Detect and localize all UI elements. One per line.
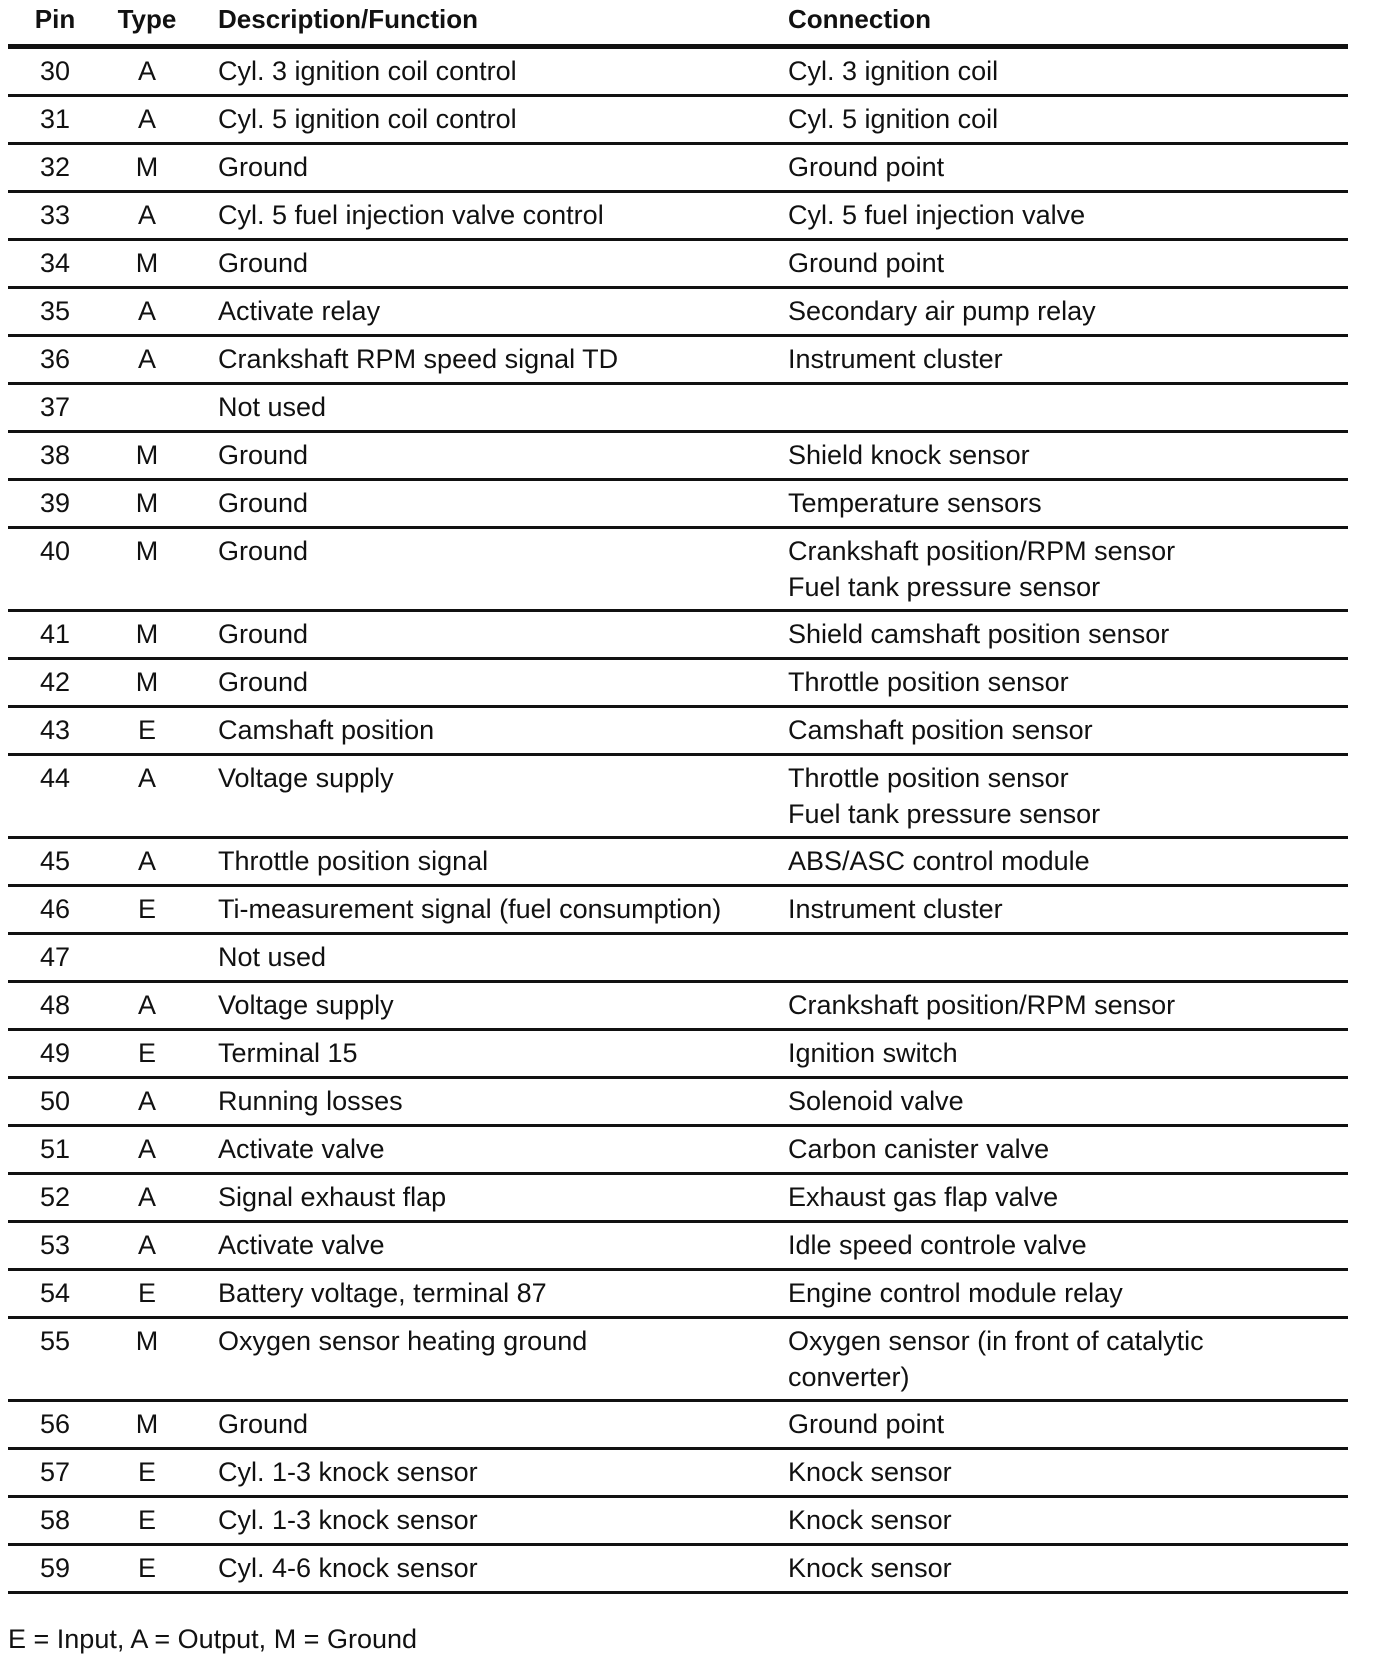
table-row — [8, 1271, 1348, 1319]
connection-cell — [788, 437, 1348, 473]
connection-cell — [788, 712, 1348, 748]
pin-cell: 47 — [39, 942, 71, 972]
description-cell: Throttle position signal — [218, 846, 489, 876]
pin-cell: 45 — [39, 846, 71, 876]
pin-cell: 49 — [39, 1038, 71, 1068]
description-cell: Ground — [218, 1409, 309, 1439]
header-connection: Connection — [788, 4, 931, 34]
pin-cell: 31 — [39, 104, 71, 134]
type-cell: A — [137, 200, 156, 230]
description-cell: Activate relay — [218, 296, 381, 326]
pin-cell: 56 — [39, 1409, 71, 1439]
type-cell: E — [137, 1457, 156, 1487]
connection-line: Crankshaft position/RPM sensor — [788, 536, 1176, 566]
table-row — [8, 1175, 1348, 1223]
pin-cell: 43 — [39, 715, 71, 745]
connection-line: Ground point — [788, 152, 945, 182]
description-cell: Not used — [218, 942, 327, 972]
table-row — [8, 433, 1348, 481]
type-cell: E — [137, 715, 156, 745]
type-cell: A — [137, 344, 156, 374]
connection-cell — [788, 1502, 1348, 1538]
description-cell: Crankshaft RPM speed signal TD — [218, 344, 619, 374]
description-cell: Cyl. 3 ignition coil control — [218, 56, 517, 86]
connection-cell — [788, 616, 1348, 652]
connection-line: Cyl. 3 ignition coil — [788, 56, 999, 86]
connection-line: Cyl. 5 fuel injection valve — [788, 200, 1086, 230]
pin-cell: 53 — [39, 1230, 71, 1260]
description-cell: Ground — [218, 488, 309, 518]
type-cell: M — [135, 1409, 159, 1439]
description-cell: Running losses — [218, 1086, 403, 1116]
description-cell: Battery voltage, terminal 87 — [218, 1278, 547, 1308]
description-cell: Not used — [218, 392, 327, 422]
table-row — [8, 887, 1348, 935]
connection-cell — [788, 1454, 1348, 1490]
pin-cell: 34 — [39, 248, 71, 278]
description-cell: Oxygen sensor heating ground — [218, 1326, 588, 1356]
connection-line: Engine control module relay — [788, 1278, 1123, 1308]
connection-line: Throttle position sensor — [788, 667, 1069, 697]
table-row — [8, 337, 1348, 385]
pin-cell: 50 — [39, 1086, 71, 1116]
connection-line: Shield camshaft position sensor — [788, 619, 1170, 649]
pin-cell: 36 — [39, 344, 71, 374]
table-row — [8, 1031, 1348, 1079]
type-cell: A — [137, 846, 156, 876]
connection-cell — [788, 987, 1348, 1023]
legend: E = Input, A = Output, M = Ground — [8, 1624, 418, 1654]
table-row — [8, 708, 1348, 756]
connection-cell — [788, 664, 1348, 700]
pin-cell: 35 — [39, 296, 71, 326]
description-cell: Ti-measurement signal (fuel consumption) — [218, 894, 722, 924]
type-cell: A — [137, 990, 156, 1020]
connection-line: Fuel tank pressure sensor — [788, 799, 1101, 829]
description-cell: Voltage supply — [218, 763, 394, 793]
description-cell: Cyl. 4-6 knock sensor — [218, 1553, 478, 1583]
table-row — [8, 1498, 1348, 1546]
header-description: Description/Function — [218, 4, 478, 34]
type-cell: A — [137, 1230, 156, 1260]
table-row — [8, 241, 1348, 289]
connection-line: Ignition switch — [788, 1038, 958, 1068]
table-header — [8, 0, 1348, 44]
type-cell: M — [135, 440, 159, 470]
type-cell: A — [137, 763, 156, 793]
pin-cell: 52 — [39, 1182, 71, 1212]
description-cell: Ground — [218, 152, 309, 182]
pin-cell: 33 — [39, 200, 71, 230]
description-cell: Cyl. 5 ignition coil control — [218, 104, 517, 134]
connection-cell — [788, 533, 1348, 605]
connection-cell — [788, 1323, 1348, 1395]
pin-cell: 51 — [39, 1134, 71, 1164]
pin-cell: 46 — [39, 894, 71, 924]
connection-line: Fuel tank pressure sensor — [788, 572, 1101, 602]
description-cell: Signal exhaust flap — [218, 1182, 447, 1212]
header-pin: Pin — [34, 4, 76, 34]
type-cell: M — [135, 536, 159, 566]
connection-cell — [788, 1406, 1348, 1442]
connection-line: Temperature sensors — [788, 488, 1042, 518]
connection-line: Cyl. 5 ignition coil — [788, 104, 999, 134]
header-type: Type — [117, 4, 177, 34]
description-cell: Ground — [218, 440, 309, 470]
description-cell: Terminal 15 — [218, 1038, 358, 1068]
connection-cell — [788, 1275, 1348, 1311]
description-cell: Cyl. 1-3 knock sensor — [218, 1505, 478, 1535]
connection-cell — [788, 101, 1348, 137]
type-cell: M — [135, 152, 159, 182]
pin-cell: 54 — [39, 1278, 71, 1308]
type-cell: M — [135, 667, 159, 697]
connection-line: Secondary air pump relay — [788, 296, 1096, 326]
connection-cell — [788, 197, 1348, 233]
pin-cell: 39 — [39, 488, 71, 518]
connection-line: Exhaust gas flap valve — [788, 1182, 1059, 1212]
connection-cell — [788, 1550, 1348, 1586]
connection-line: Ground point — [788, 1409, 945, 1439]
connection-cell — [788, 485, 1348, 521]
description-cell: Voltage supply — [218, 990, 394, 1020]
description-cell: Ground — [218, 248, 309, 278]
table-row — [8, 49, 1348, 97]
connection-line: Knock sensor — [788, 1457, 952, 1487]
pin-cell: 55 — [39, 1326, 71, 1356]
connection-line: converter) — [788, 1362, 910, 1392]
type-cell: A — [137, 1134, 156, 1164]
connection-cell — [788, 341, 1348, 377]
connection-cell — [788, 53, 1348, 89]
table-row — [8, 1127, 1348, 1175]
table-row — [8, 97, 1348, 145]
table-row — [8, 193, 1348, 241]
description-cell: Activate valve — [218, 1134, 385, 1164]
table-row — [8, 935, 1348, 983]
connection-cell — [788, 1227, 1348, 1263]
description-cell: Camshaft position — [218, 715, 435, 745]
connection-line: Oxygen sensor (in front of catalytic — [788, 1326, 1204, 1356]
connection-line: Knock sensor — [788, 1553, 952, 1583]
table-row — [8, 612, 1348, 660]
connection-line: Solenoid valve — [788, 1086, 964, 1116]
pin-cell: 58 — [39, 1505, 71, 1535]
table-row — [8, 481, 1348, 529]
table-row — [8, 983, 1348, 1031]
connection-line: Ground point — [788, 248, 945, 278]
connection-cell — [788, 245, 1348, 281]
table-row — [8, 660, 1348, 708]
type-cell: M — [135, 1326, 159, 1356]
connection-cell — [788, 1035, 1348, 1071]
pin-cell: 57 — [39, 1457, 71, 1487]
connection-line: Carbon canister valve — [788, 1134, 1050, 1164]
type-cell: A — [137, 1182, 156, 1212]
table-row — [8, 1079, 1348, 1127]
connection-line: Instrument cluster — [788, 344, 1003, 374]
description-cell: Ground — [218, 667, 309, 697]
pin-cell: 38 — [39, 440, 71, 470]
description-cell: Cyl. 1-3 knock sensor — [218, 1457, 478, 1487]
connection-line: Idle speed controle valve — [788, 1230, 1087, 1260]
pin-table — [8, 0, 1348, 1594]
type-cell: A — [137, 296, 156, 326]
type-cell: A — [137, 56, 156, 86]
connection-cell — [788, 293, 1348, 329]
type-cell: E — [137, 1505, 156, 1535]
table-row — [8, 756, 1348, 839]
type-cell: A — [137, 1086, 156, 1116]
description-cell: Cyl. 5 fuel injection valve control — [218, 200, 604, 230]
table-row — [8, 145, 1348, 193]
type-cell: E — [137, 1278, 156, 1308]
connection-cell — [788, 149, 1348, 185]
description-cell: Ground — [218, 619, 309, 649]
table-row — [8, 289, 1348, 337]
pin-cell: 59 — [39, 1553, 71, 1583]
pin-cell: 40 — [39, 536, 71, 566]
type-cell: M — [135, 488, 159, 518]
connection-line: Throttle position sensor — [788, 763, 1069, 793]
connection-line: Camshaft position sensor — [788, 715, 1093, 745]
connection-line: Shield knock sensor — [788, 440, 1030, 470]
connection-cell — [788, 1083, 1348, 1119]
table-row — [8, 1450, 1348, 1498]
type-cell: E — [137, 894, 156, 924]
pin-cell: 32 — [39, 152, 71, 182]
connection-cell — [788, 760, 1348, 832]
connection-cell — [788, 1131, 1348, 1167]
connection-line: Knock sensor — [788, 1505, 952, 1535]
table-row — [8, 1319, 1348, 1402]
type-cell: A — [137, 104, 156, 134]
type-cell: E — [137, 1038, 156, 1068]
pin-cell: 44 — [39, 763, 71, 793]
connection-line: Crankshaft position/RPM sensor — [788, 990, 1176, 1020]
table-row — [8, 385, 1348, 433]
table-row — [8, 1402, 1348, 1450]
type-cell: E — [137, 1553, 156, 1583]
connection-cell — [788, 891, 1348, 927]
table-row — [8, 839, 1348, 887]
description-cell: Ground — [218, 536, 309, 566]
pin-cell: 41 — [39, 619, 71, 649]
connection-line: Instrument cluster — [788, 894, 1003, 924]
pin-cell: 42 — [39, 667, 71, 697]
table-body — [8, 49, 1348, 1594]
table-row — [8, 1223, 1348, 1271]
table-row — [8, 1546, 1348, 1594]
connection-cell — [788, 1179, 1348, 1215]
type-cell: M — [135, 619, 159, 649]
description-cell: Activate valve — [218, 1230, 385, 1260]
pin-cell: 48 — [39, 990, 71, 1020]
connection-line: ABS/ASC control module — [788, 846, 1090, 876]
pin-cell: 37 — [39, 392, 71, 422]
table-row — [8, 529, 1348, 612]
pin-cell: 30 — [39, 56, 71, 86]
connection-cell — [788, 843, 1348, 879]
type-cell: M — [135, 248, 159, 278]
